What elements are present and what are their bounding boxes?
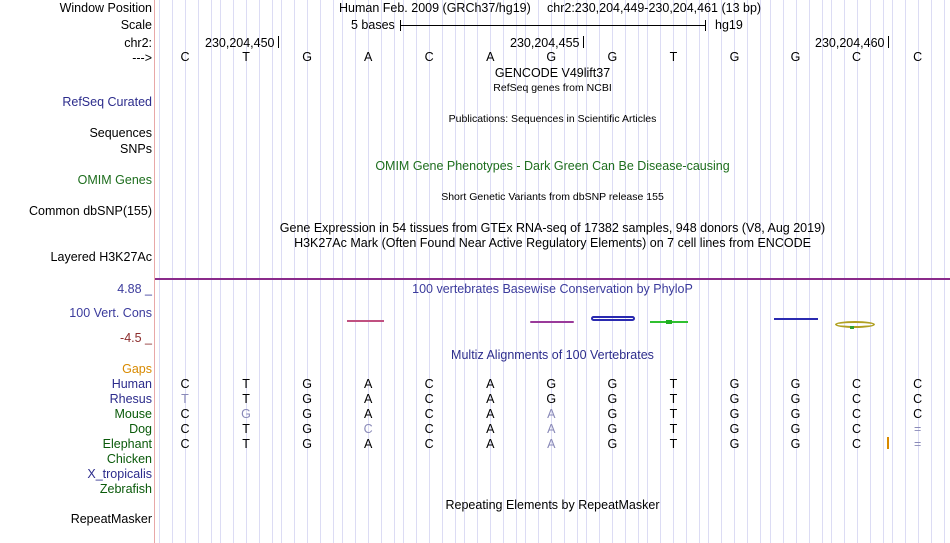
base: A: [363, 437, 373, 451]
base: C: [424, 392, 434, 406]
track-label-dbsnp[interactable]: Common dbSNP(155): [29, 204, 152, 218]
base: A: [486, 377, 495, 391]
species-label[interactable]: Human: [111, 377, 152, 391]
coord-label: 230,204,455: [510, 36, 580, 50]
gencode-title[interactable]: GENCODE V49lift37: [494, 66, 611, 80]
cons-mark: [530, 321, 574, 323]
base: C: [913, 407, 923, 421]
base: G: [546, 377, 557, 391]
base: C: [424, 422, 434, 436]
chrom-label: chr2:: [124, 36, 152, 50]
track-label-h3k27ac[interactable]: Layered H3K27Ac: [50, 250, 152, 264]
scale-db: hg19: [715, 18, 743, 32]
base: A: [486, 392, 495, 406]
base: C: [852, 50, 862, 64]
base: C: [424, 377, 434, 391]
cons-desc[interactable]: 100 vertebrates Basewise Conservation by PhyloP: [412, 282, 693, 296]
base: T: [669, 407, 678, 421]
base: G: [729, 407, 740, 421]
base: C: [852, 437, 862, 451]
base: C: [180, 407, 190, 421]
species-label[interactable]: Dog: [129, 422, 152, 436]
gap-mark: [887, 437, 889, 449]
track-label-snps[interactable]: SNPs: [120, 142, 152, 156]
base: G: [607, 392, 618, 406]
species-label[interactable]: Chicken: [106, 452, 152, 466]
cons-mark: [591, 316, 635, 321]
base: T: [669, 437, 678, 451]
base: =: [913, 437, 922, 451]
base: G: [729, 437, 740, 451]
base: G: [302, 422, 312, 436]
assembly-text: Human Feb. 2009 (GRCh37/hg19): [339, 1, 531, 15]
base: A: [486, 422, 495, 436]
base: A: [363, 377, 373, 391]
base: T: [181, 392, 189, 406]
base: G: [241, 407, 251, 421]
coord-tick: [278, 36, 279, 48]
dbsnp-desc[interactable]: Short Genetic Variants from dbSNP release 155: [441, 191, 664, 203]
base: G: [729, 392, 740, 406]
base: C: [180, 377, 190, 391]
base: G: [607, 437, 618, 451]
track-divider-line: [155, 278, 950, 280]
cons-max-label: 4.88 _: [117, 282, 152, 296]
base: G: [546, 50, 557, 64]
base: C: [180, 50, 190, 64]
base: T: [669, 422, 678, 436]
base: A: [486, 50, 495, 64]
base: G: [302, 50, 312, 64]
base: T: [242, 50, 250, 64]
base: G: [790, 392, 801, 406]
base: A: [486, 407, 495, 421]
cons-mark: [774, 318, 818, 320]
base: C: [424, 50, 434, 64]
scale-label: Scale: [120, 18, 152, 32]
rmsk-desc[interactable]: Repeating Elements by RepeatMasker: [445, 498, 660, 512]
species-label[interactable]: Rhesus: [109, 392, 152, 406]
base: G: [729, 422, 740, 436]
base: A: [547, 422, 556, 436]
strand-label: --->: [132, 51, 152, 65]
base: A: [547, 437, 556, 451]
base: T: [669, 392, 678, 406]
track-label-rmsk[interactable]: RepeatMasker: [70, 512, 152, 526]
base: G: [729, 50, 740, 64]
base: A: [547, 407, 556, 421]
base: G: [546, 392, 557, 406]
base: C: [852, 407, 862, 421]
base: G: [790, 422, 801, 436]
base: C: [852, 377, 862, 391]
track-label-sequences[interactable]: Sequences: [89, 126, 152, 140]
base: T: [669, 50, 678, 64]
base: G: [302, 392, 312, 406]
base: T: [242, 392, 250, 406]
coord-label: 230,204,460: [815, 36, 885, 50]
base: C: [852, 422, 862, 436]
gaps-label: Gaps: [122, 362, 152, 376]
base: A: [363, 392, 373, 406]
base: G: [302, 407, 312, 421]
base: C: [180, 437, 190, 451]
cons-min-label: -4.5 _: [120, 331, 152, 345]
base: G: [790, 50, 801, 64]
track-label-refseq[interactable]: RefSeq Curated: [62, 95, 152, 109]
base: A: [363, 407, 373, 421]
base: G: [607, 377, 618, 391]
base: A: [486, 437, 495, 451]
base: G: [790, 377, 801, 391]
base: C: [913, 50, 923, 64]
cons-mark: [347, 320, 384, 322]
cons-mark: [666, 320, 672, 324]
base: T: [669, 377, 678, 391]
base: G: [607, 50, 618, 64]
base: =: [913, 422, 922, 436]
pubs-desc[interactable]: Publications: Sequences in Scientific Articles: [448, 113, 657, 125]
base: G: [729, 377, 740, 391]
coord-tick: [888, 36, 889, 48]
base: G: [607, 407, 618, 421]
position-text[interactable]: chr2:230,204,449-230,204,461 (13 bp): [547, 1, 762, 15]
base: A: [363, 50, 373, 64]
base: C: [424, 437, 434, 451]
track-label-cons[interactable]: 100 Vert. Cons: [69, 306, 152, 320]
window-position-label: Window Position: [59, 1, 152, 15]
scale-bar: [400, 18, 706, 33]
base: G: [790, 407, 801, 421]
coord-tick: [583, 36, 584, 48]
base: G: [607, 422, 618, 436]
base: C: [913, 377, 923, 391]
species-label[interactable]: Mouse: [114, 407, 152, 421]
base: C: [913, 392, 923, 406]
base: T: [242, 422, 250, 436]
gtex-desc[interactable]: Gene Expression in 54 tissues from GTEx RNA-seq of 17382 samples, 948 donors (V8, Aug 2019): [279, 221, 826, 235]
base: G: [302, 437, 312, 451]
base: G: [302, 377, 312, 391]
cons-mark: [850, 326, 854, 329]
multiz-desc[interactable]: Multiz Alignments of 100 Vertebrates: [451, 348, 654, 362]
scale-value: 5 bases: [351, 18, 395, 32]
base: G: [790, 437, 801, 451]
refseq-desc[interactable]: RefSeq genes from NCBI: [493, 82, 612, 94]
omim-desc[interactable]: OMIM Gene Phenotypes - Dark Green Can Be Disease-causing: [375, 159, 730, 173]
species-label[interactable]: Zebrafish: [99, 482, 152, 496]
cons-mark: [835, 321, 875, 328]
base: T: [242, 437, 250, 451]
base: C: [363, 422, 373, 436]
track-label-omim[interactable]: OMIM Genes: [77, 173, 152, 187]
coord-label: 230,204,450: [205, 36, 275, 50]
base: C: [180, 422, 190, 436]
base: C: [852, 392, 862, 406]
species-label[interactable]: X_tropicalis: [87, 467, 152, 481]
base: C: [424, 407, 434, 421]
species-label[interactable]: Elephant: [102, 437, 152, 451]
base: T: [242, 377, 250, 391]
h3k27ac-desc[interactable]: H3K27Ac Mark (Often Found Near Active Regulatory Elements) on 7 cell lines from ENCODE: [294, 236, 811, 250]
